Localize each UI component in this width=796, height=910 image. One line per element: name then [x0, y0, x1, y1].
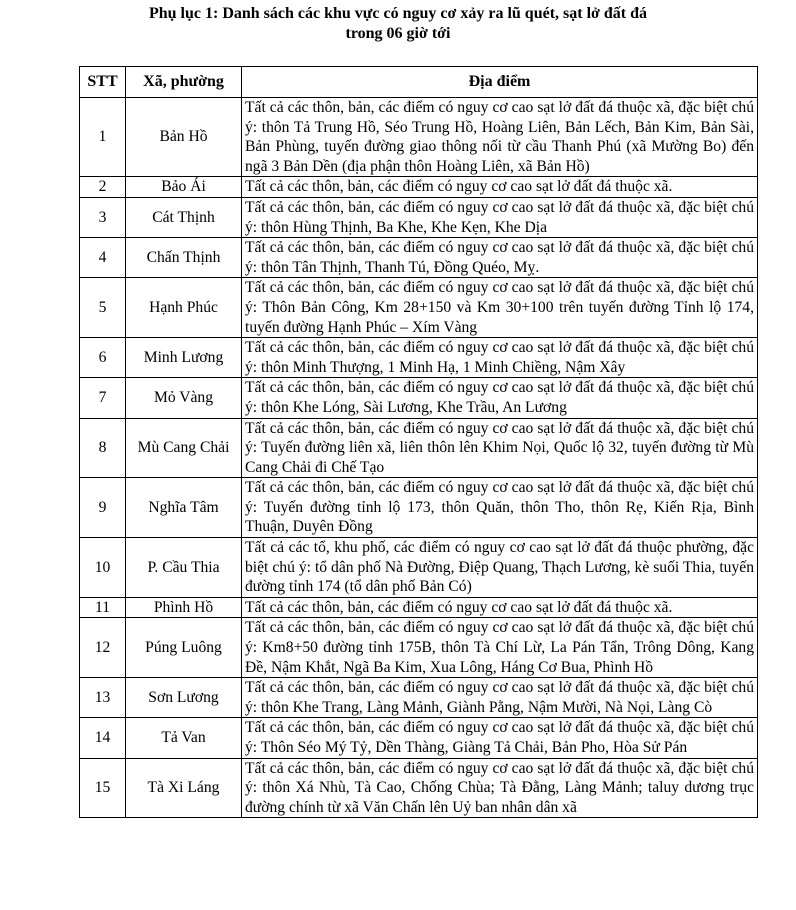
- table-row: [80, 278, 758, 338]
- cell-stt: 2: [80, 177, 126, 198]
- page-title: [0, 4, 796, 44]
- cell-xa-phuong: Bản Hồ: [126, 98, 242, 177]
- table-row: [80, 177, 758, 198]
- table-row: [80, 678, 758, 718]
- cell-dia-diem: Tất cả các thôn, bản, các điểm có nguy cơ cao sạt lở đất đá thuộc xã, đặc biệt chú ý: thôn Khe Lóng, Sài Lương, Khe Trầu, An Lương: [242, 378, 758, 418]
- cell-dia-diem: Tất cả các thôn, bản, các điểm có nguy cơ cao sạt lở đất đá thuộc xã, đặc biệt chú ý: thôn Tả Trung Hồ, Séo Trung Hồ, Hoàng Liên, Bản Lếch, Bản Kim, Bản Sài, Bản Phùng, tuyến đường giao thông nối từ cầu Thanh Phú (xã Mường Bo) đến ngã 3 Bản Dền (địa phận thôn Hoàng Liên, xã Bản Hồ): [242, 98, 758, 177]
- cell-stt: 4: [80, 238, 126, 278]
- cell-dia-diem: Tất cả các thôn, bản, các điểm có nguy cơ cao sạt lở đất đá thuộc xã, đặc biệt chú ý: Thôn Bản Công, Km 28+150 và Km 30+100 trên tuyến đường Tỉnh lộ 174, tuyến đường Hạnh Phúc – Xím Vàng: [242, 278, 758, 338]
- cell-dia-diem: Tất cả các tổ, khu phố, các điểm có nguy cơ cao sạt lở đất đá thuộc phường, đặc biệt chú ý: tổ dân phố Nà Đường, Điệp Quang, Thạch Lương, kè suối Thia, tuyến đường tỉnh 174 (tổ dân phố Bản Có): [242, 538, 758, 598]
- cell-xa-phuong: Cát Thịnh: [126, 197, 242, 237]
- header-xa-phuong: Xã, phường: [126, 67, 242, 98]
- cell-stt: 14: [80, 718, 126, 758]
- table-row: [80, 478, 758, 538]
- title-line-2: trong 06 giờ tới: [345, 25, 451, 42]
- cell-xa-phuong: Tà Xi Láng: [126, 758, 242, 818]
- header-dia-diem: Địa điểm: [242, 67, 758, 98]
- cell-xa-phuong: Tả Van: [126, 718, 242, 758]
- cell-stt: 13: [80, 678, 126, 718]
- cell-xa-phuong: Sơn Lương: [126, 678, 242, 718]
- cell-dia-diem: Tất cả các thôn, bản, các điểm có nguy cơ cao sạt lở đất đá thuộc xã, đặc biệt chú ý: thôn Xá Nhù, Tà Cao, Chống Chùa; Tà Đằng, Làng Mảnh; taluy dương trục đường chính từ xã Văn Chấn lên Uỷ ban nhân dân xã: [242, 758, 758, 818]
- table-row: [80, 758, 758, 818]
- cell-dia-diem: Tất cả các thôn, bản, các điểm có nguy cơ cao sạt lở đất đá thuộc xã, đặc biệt chú ý: Tuyến đường tỉnh lộ 173, thôn Quăn, thôn Tho, thôn Rẹ, Kiến Rịa, Bình Thuận, Duyên Đồng: [242, 478, 758, 538]
- cell-xa-phuong: Hạnh Phúc: [126, 278, 242, 338]
- cell-dia-diem: Tất cả các thôn, bản, các điểm có nguy cơ cao sạt lở đất đá thuộc xã, đặc biệt chú ý: thôn Tân Thịnh, Thanh Tú, Đồng Quéo, Mỵ.: [242, 238, 758, 278]
- cell-stt: 6: [80, 338, 126, 378]
- cell-stt: 12: [80, 618, 126, 678]
- table-row: [80, 618, 758, 678]
- cell-dia-diem: Tất cả các thôn, bản, các điểm có nguy cơ cao sạt lở đất đá thuộc xã, đặc biệt chú ý: thôn Minh Thượng, 1 Minh Hạ, 1 Minh Chiềng, Nậm Xây: [242, 338, 758, 378]
- cell-xa-phuong: Minh Lương: [126, 338, 242, 378]
- cell-stt: 3: [80, 197, 126, 237]
- cell-dia-diem: Tất cả các thôn, bản, các điểm có nguy cơ cao sạt lở đất đá thuộc xã, đặc biệt chú ý: thôn Hùng Thịnh, Ba Khe, Khe Kẹn, Khe Dịa: [242, 197, 758, 237]
- header-stt: STT: [80, 67, 126, 98]
- cell-stt: 10: [80, 538, 126, 598]
- table-row: [80, 538, 758, 598]
- table-row: [80, 597, 758, 618]
- title-line-1: Phụ lục 1: Danh sách các khu vực có nguy cơ xảy ra lũ quét, sạt lở đất đá: [148, 5, 648, 22]
- table-row: [80, 98, 758, 177]
- cell-xa-phuong: Mỏ Vàng: [126, 378, 242, 418]
- cell-stt: 1: [80, 98, 126, 177]
- table-row: [80, 338, 758, 378]
- cell-xa-phuong: Nghĩa Tâm: [126, 478, 242, 538]
- cell-xa-phuong: Bảo Ái: [126, 177, 242, 198]
- cell-stt: 7: [80, 378, 126, 418]
- table-row: [80, 197, 758, 237]
- cell-xa-phuong: P. Cầu Thia: [126, 538, 242, 598]
- table-row: [80, 238, 758, 278]
- table-row: [80, 378, 758, 418]
- table-header-row: [80, 67, 758, 98]
- table-row: [80, 718, 758, 758]
- cell-xa-phuong: Phình Hồ: [126, 597, 242, 618]
- cell-dia-diem: Tất cả các thôn, bản, các điểm có nguy cơ cao sạt lở đất đá thuộc xã.: [242, 597, 758, 618]
- cell-dia-diem: Tất cả các thôn, bản, các điểm có nguy cơ cao sạt lở đất đá thuộc xã, đặc biệt chú ý: Km8+50 đường tỉnh 175B, thôn Tà Chí Lừ, La Pán Tẩn, Trông Dông, Kang Đề, Nậm Khắt, Ngã Ba Kim, Xua Lông, Háng Cơ Bua, Phình Hồ: [242, 618, 758, 678]
- table-row: [80, 418, 758, 478]
- cell-stt: 5: [80, 278, 126, 338]
- cell-dia-diem: Tất cả các thôn, bản, các điểm có nguy cơ cao sạt lở đất đá thuộc xã.: [242, 177, 758, 198]
- cell-stt: 9: [80, 478, 126, 538]
- cell-stt: 8: [80, 418, 126, 478]
- cell-dia-diem: Tất cả các thôn, bản, các điểm có nguy cơ cao sạt lở đất đá thuộc xã, đặc biệt chú ý: Thôn Séo Mý Tỷ, Dền Thàng, Giàng Tả Chải, Bản Pho, Hòa Sử Pán: [242, 718, 758, 758]
- cell-xa-phuong: Púng Luông: [126, 618, 242, 678]
- cell-stt: 11: [80, 597, 126, 618]
- cell-dia-diem: Tất cả các thôn, bản, các điểm có nguy cơ cao sạt lở đất đá thuộc xã, đặc biệt chú ý: thôn Khe Trang, Làng Mảnh, Giành Pằng, Nậm Mười, Nà Nọi, Làng Cò: [242, 678, 758, 718]
- cell-xa-phuong: Chấn Thịnh: [126, 238, 242, 278]
- cell-dia-diem: Tất cả các thôn, bản, các điểm có nguy cơ cao sạt lở đất đá thuộc xã, đặc biệt chú ý: Tuyến đường liên xã, liên thôn lên Khim Nọi, Quốc lộ 32, tuyến đường từ Mù Cang Chải đi Chế Tạo: [242, 418, 758, 478]
- risk-area-table: [79, 66, 758, 818]
- cell-stt: 15: [80, 758, 126, 818]
- cell-xa-phuong: Mù Cang Chải: [126, 418, 242, 478]
